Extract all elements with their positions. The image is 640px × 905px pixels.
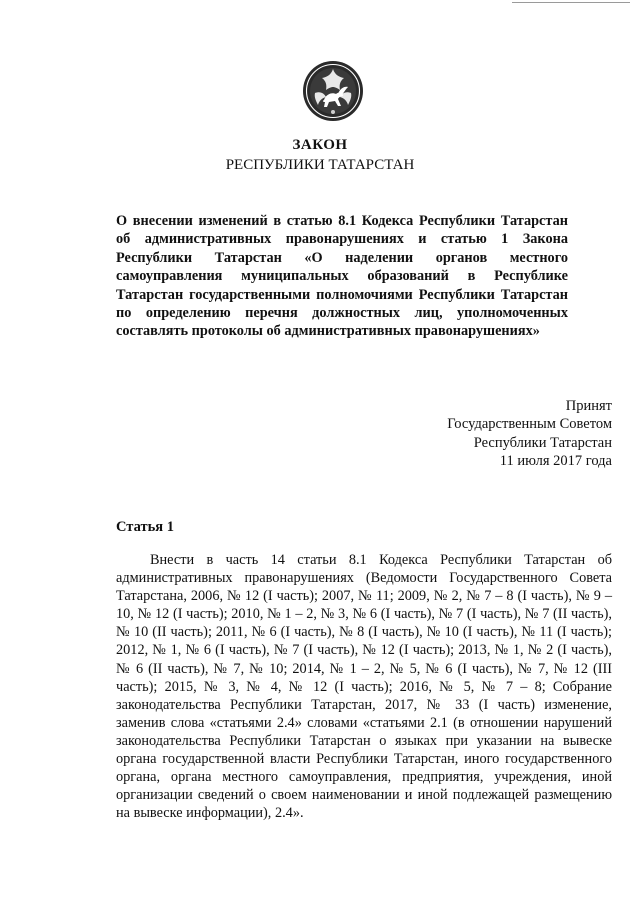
article-1-text: Внести в часть 14 статьи 8.1 Кодекса Республики Татарстан об административных правонарушениях (Ведомости Государственного Совета Татарстана, 2006, № 12 (I часть); 2007, № 11; 2009, № 2, № 7 – 8 (I часть), № 9 – 10, № 12 (I часть); 2010, № 1 – 2, № 3, № 6 (I часть), № 7 (I часть), № 7 (II часть), № 10 (II часть); 2011, № 6 (I часть), № 8 (I часть), № 10 (I часть), № 11 (I часть); 2012, № 1, № 6 (I часть), № 7 (I часть), № 12 (I часть); 2013, № 1, № 2 (I часть), № 6 (II часть), № 7, № 10; 2014, № 1 – 2, № 5, № 6 (I часть), № 7, № 12 (III часть); 2015, № 3, № 4, № 12 (I часть); 2016, № 5, № 7 – 8; Собрание законодательства Республики Татарстан, 2017, № 33 (I часть) изменение, заменив слова «статьями 2.4» словами «статьями 2.1 (в отношении нарушений законодательства Республики Татарстан о языках при указании на вывеске органа государственной власти Республики Татарстан, иного государственного органа, органа местного самоуправления, предприятия, учреждения, иной организации сведений о своем наименовании и иной подлежащей размещению на вывеске информации), 2.4». xyxy=(116,552,612,822)
adoption-block xyxy=(352,397,612,471)
adoption-line: Государственным Советом xyxy=(447,416,612,433)
adoption-line: Республики Татарстан xyxy=(473,434,612,451)
republic-heading: РЕСПУБЛИКИ ТАТАРСТАН xyxy=(225,157,415,173)
emblem-icon xyxy=(302,60,364,122)
article-1-heading: Статья 1 xyxy=(116,519,174,535)
law-heading: ЗАКОН xyxy=(292,137,348,153)
scan-artifact-line xyxy=(512,2,630,3)
adoption-line: Принят xyxy=(565,398,612,414)
law-title: О внесении изменений в статью 8.1 Кодекса Республики Татарстан об административных правонарушениях и статью 1 Закона Республики Татарстан «О наделении органов местного самоуправления муниципальных образований в Республике Татарстан государственными полномочиями Республики Татарстан по определению перечня должностных лиц, уполномоченных составлять протоколы об административных правонарушениях» xyxy=(116,213,568,340)
adoption-date: 11 июля 2017 года xyxy=(499,453,612,470)
